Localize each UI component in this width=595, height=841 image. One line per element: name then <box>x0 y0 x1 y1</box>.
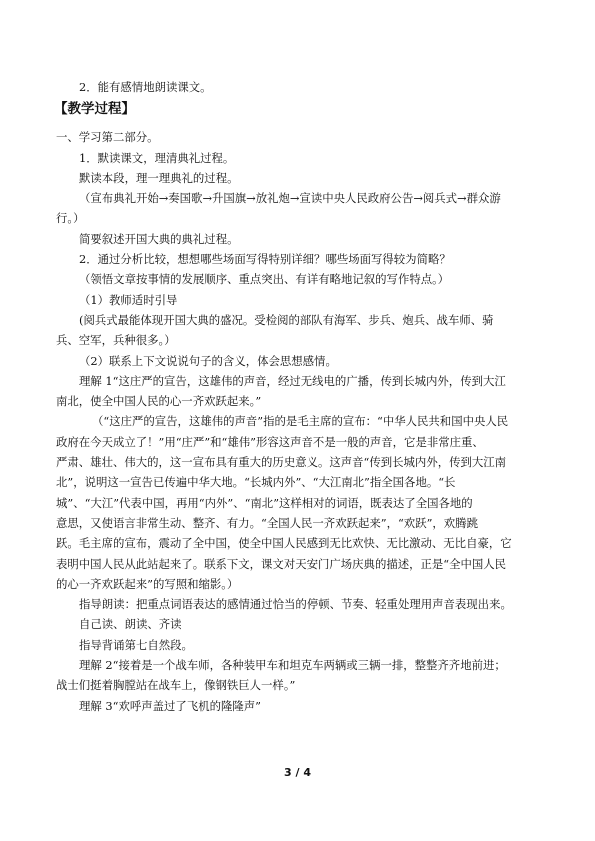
text-line: （领悟文章按事情的发展顺序、重点突出、有详有略地记叙的写作特点。） <box>79 272 450 287</box>
text-line: 兵、空军，兵种很多。） <box>56 333 176 348</box>
text-line: 政府在今天成立了！”用“庄严”和“雄伟”形容这声音不是一般的声音，它是非常庄重、 <box>56 434 484 449</box>
text-line: 指导朗读：把重点词语表达的感情通过恰当的停顿、节奏、轻重处理用声音表现出来。 <box>79 597 512 612</box>
text-line: （1）教师适时引导 <box>79 292 178 307</box>
page-number: 3 / 4 <box>284 766 311 779</box>
document-body <box>56 77 546 716</box>
text-line: 北”，说明这一宣告已传遍中华大地。“长城内外”、“大江南北”指全国各地。“长 <box>56 475 456 490</box>
section-heading: 【教学过程】 <box>54 101 135 118</box>
text-line: 战士们挺着胸膛站在战车上，像钢铁巨人一样。” <box>56 678 296 693</box>
text-line: 意思，又使语言非常生动、整齐、有力。“全国人民一齐欢跃起来”，“欢跃”，欢腾跳 <box>56 515 478 530</box>
text-line: 2．通过分析比较，想想哪些场面写得特别详细？哪些场面写得较为简略？ <box>79 252 451 267</box>
text-line: 默读本段，理一理典礼的过程。 <box>79 170 239 185</box>
text-line: 跃。毛主席的宣布，震动了全中国，使全中国人民感到无比欢快、无比激动、无比自豪，它 <box>56 536 512 551</box>
text-line: （宣布典礼开始→奏国歌→升国旗→放礼炮→宣读中央人民政府公告→阅兵式→群众游 <box>79 191 501 206</box>
text-line: （2）联系上下文说说句子的含义，体会思想感情。 <box>79 353 337 368</box>
text-line: 自己读、朗读、齐读 <box>79 617 182 632</box>
text-line: 的心一齐欢跃起来”的写照和缩影。） <box>56 576 239 591</box>
text-line: 城”、“大江”代表中国，再用“内外”、“南北”这样相对的词语，既表达了全国各地的 <box>56 495 473 510</box>
text-line: 理解 3“欢呼声盖过了飞机的隆隆声” <box>79 698 261 713</box>
text-line: （“这庄严的宣告，这雄伟的声音”指的是毛主席的宣布：“中华人民共和国中央人民 <box>92 414 509 429</box>
text-line: 表明中国人民从此站起来了。联系下文，课文对天安门广场庆典的描述，正是“全中国人民 <box>56 556 507 571</box>
text-line: 1．默读课文，理清典礼过程。 <box>79 150 235 165</box>
text-line: 严肃、雄壮、伟大的，这一宣布具有重大的历史意义。这声音“传到长城内外，传到大江南 <box>56 455 507 470</box>
text-line: 简要叙述开国大典的典礼过程。 <box>79 231 239 246</box>
text-line: 指导背诵第七自然段。 <box>79 637 193 652</box>
text-line: 理解 1“这庄严的宣告，这雄伟的声音，经过无线电的广播，传到长城内外，传到大江 <box>79 373 506 388</box>
text-line: (阅兵式最能体现开国大典的盛况。受检阅的部队有海军、步兵、炮兵、战车师、骑 <box>79 312 494 327</box>
text-line: 理解 2“接着是一个战车师，各种装甲车和坦克车两辆或三辆一排，整整齐齐地前进； <box>79 658 506 673</box>
objective-line: 2．能有感情地朗读课文。 <box>79 80 212 94</box>
text-line: 南北，使全中国人民的心一齐欢跃起来。” <box>56 394 262 409</box>
text-line: 行。） <box>56 211 85 226</box>
text-line: 一、学习第二部分。 <box>56 130 159 145</box>
